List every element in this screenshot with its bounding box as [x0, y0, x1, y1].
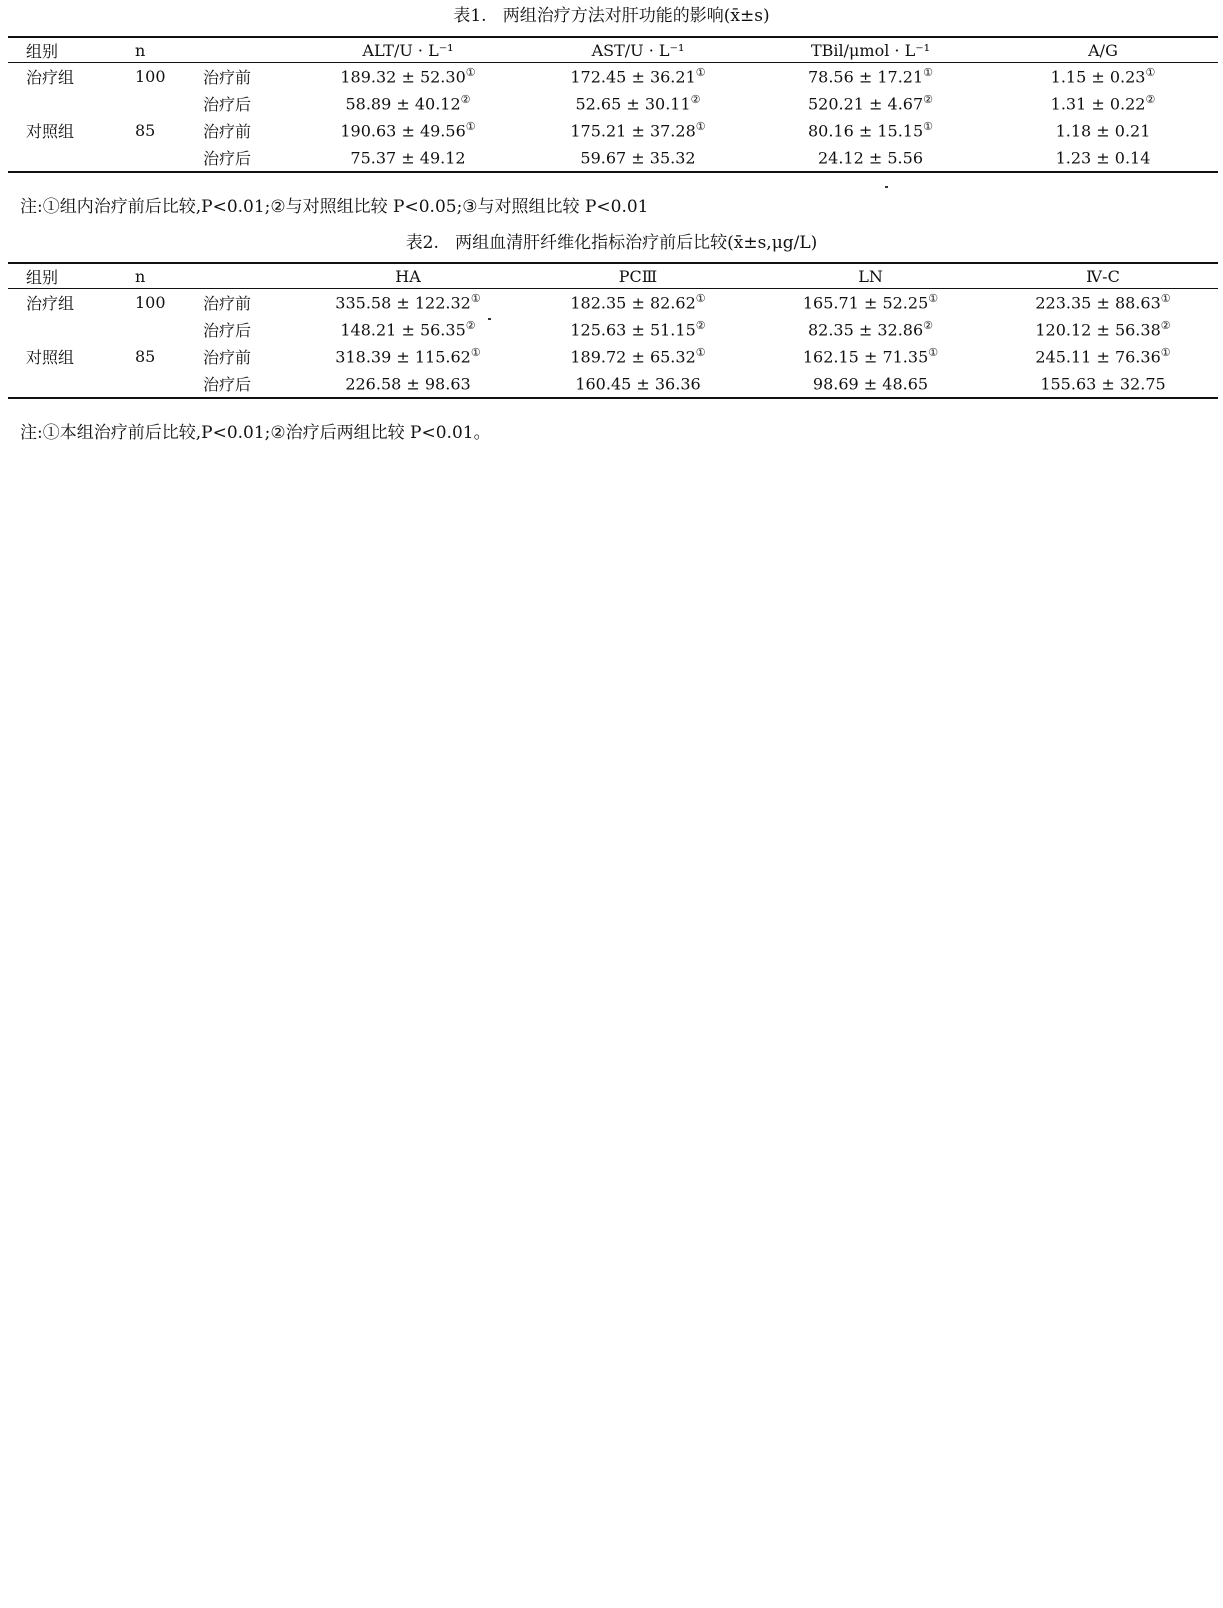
value-text: 148.21 ± 56.35	[340, 320, 466, 340]
value-text: 223.35 ± 88.63	[1035, 293, 1161, 313]
phase-cell: 治疗后	[203, 95, 252, 114]
value-text: 172.45 ± 36.21	[570, 67, 696, 87]
value-text: 162.15 ± 71.35	[802, 347, 929, 367]
value-cell	[523, 343, 753, 370]
n-cell: 85	[135, 121, 156, 140]
group-cell	[8, 370, 123, 398]
table-row	[8, 63, 1218, 91]
table-row	[8, 316, 1218, 343]
group-cell	[8, 90, 123, 117]
n-cell	[123, 370, 203, 398]
marker: ①	[695, 346, 706, 360]
value-cell	[753, 289, 988, 317]
marker: ②	[923, 319, 934, 333]
value-cell	[293, 370, 523, 398]
n-cell: 100	[135, 293, 166, 312]
phase-cell: 治疗前	[203, 122, 252, 141]
value-text: 155.63 ± 32.75	[1040, 374, 1166, 394]
group-cell: 治疗组	[26, 68, 75, 87]
value-text: 80.16 ± 15.15	[807, 121, 924, 141]
value-text: 190.63 ± 49.56	[340, 121, 466, 141]
value-cell	[753, 144, 988, 172]
value-text: 52.65 ± 30.11	[575, 94, 691, 114]
value-cell	[293, 90, 523, 117]
n-cell: 85	[135, 347, 156, 366]
table1-header-group: 组别	[8, 37, 123, 63]
phase-cell: 治疗后	[203, 321, 252, 340]
n-cell	[123, 144, 203, 172]
phase-cell: 治疗前	[203, 68, 252, 87]
table1-header-phase	[203, 37, 293, 63]
table-row	[8, 90, 1218, 117]
table2-header-row	[8, 263, 1218, 289]
value-text: 82.35 ± 32.86	[807, 320, 924, 340]
table1-header-alt: ALT/U · L⁻¹	[293, 37, 523, 63]
marker: ①	[928, 346, 939, 360]
table2-header-ha: HA	[293, 263, 523, 289]
value-cell	[988, 63, 1218, 91]
table-row	[8, 117, 1218, 144]
value-text: 189.72 ± 65.32	[570, 347, 696, 367]
marker: ②	[923, 93, 934, 107]
value-text: 520.21 ± 4.67	[807, 94, 924, 114]
print-speck	[488, 318, 491, 320]
marker: ①	[1145, 66, 1156, 80]
value-cell	[523, 316, 753, 343]
table2-header-iv-c: Ⅳ-C	[988, 263, 1218, 289]
value-cell	[523, 63, 753, 91]
n-cell	[123, 316, 203, 343]
table1-note: 注:①组内治疗前后比较,P<0.01;②与对照组比较 P<0.05;③与对照组比较 P<0.01	[20, 197, 649, 217]
table2-header-phase	[203, 263, 293, 289]
value-cell	[753, 117, 988, 144]
value-cell	[753, 63, 988, 91]
value-cell	[523, 370, 753, 398]
table2	[8, 262, 1218, 399]
value-cell	[988, 144, 1218, 172]
value-text: 1.23 ± 0.14	[1055, 148, 1151, 168]
value-cell	[523, 289, 753, 317]
marker: ②	[695, 319, 706, 333]
print-speck	[885, 186, 888, 188]
table2-header-pc3: PCⅢ	[523, 263, 753, 289]
value-text: 165.71 ± 52.25	[802, 293, 929, 313]
table1	[8, 36, 1218, 173]
value-text: 335.58 ± 122.32	[335, 293, 471, 313]
value-text: 1.18 ± 0.21	[1055, 121, 1151, 141]
value-cell	[988, 316, 1218, 343]
table-row	[8, 289, 1218, 317]
value-text: 78.56 ± 17.21	[807, 67, 924, 87]
marker: ①	[470, 292, 481, 306]
value-text: 98.69 ± 48.65	[812, 374, 929, 394]
value-cell	[293, 316, 523, 343]
value-cell	[523, 144, 753, 172]
value-cell	[988, 90, 1218, 117]
marker: ①	[923, 120, 934, 134]
value-cell	[293, 117, 523, 144]
marker: ①	[465, 120, 476, 134]
marker: ①	[1160, 292, 1171, 306]
group-cell	[8, 316, 123, 343]
value-cell	[753, 316, 988, 343]
n-cell	[123, 90, 203, 117]
table-row	[8, 144, 1218, 172]
marker: ①	[695, 120, 706, 134]
table-row	[8, 343, 1218, 370]
value-text: 59.67 ± 35.32	[580, 148, 696, 168]
marker: ②	[690, 93, 701, 107]
marker: ①	[695, 66, 706, 80]
value-cell	[293, 289, 523, 317]
table1-header-row	[8, 37, 1218, 63]
value-text: 125.63 ± 51.15	[570, 320, 696, 340]
marker: ②	[460, 93, 471, 107]
value-text: 226.58 ± 98.63	[345, 374, 471, 394]
value-cell	[523, 90, 753, 117]
table1-header-n: n	[123, 37, 203, 63]
value-text: 58.89 ± 40.12	[345, 94, 461, 114]
table1-caption: 表1. 两组治疗方法对肝功能的影响(x̄±s)	[453, 6, 770, 26]
table1-header-ast: AST/U · L⁻¹	[523, 37, 753, 63]
table2-caption: 表2. 两组血清肝纤维化指标治疗前后比较(x̄±s,μg/L)	[405, 233, 818, 253]
value-cell	[988, 370, 1218, 398]
value-cell	[753, 90, 988, 117]
marker: ②	[465, 319, 476, 333]
table1-header-ag: A/G	[988, 37, 1218, 63]
value-text: 24.12 ± 5.56	[817, 148, 923, 168]
value-text: 175.21 ± 37.28	[570, 121, 696, 141]
value-text: 75.37 ± 49.12	[350, 148, 466, 168]
value-cell	[753, 343, 988, 370]
value-text: 1.31 ± 0.22	[1050, 94, 1146, 114]
value-text: 189.32 ± 52.30	[340, 67, 466, 87]
value-text: 182.35 ± 82.62	[570, 293, 696, 313]
value-text: 245.11 ± 76.36	[1035, 347, 1161, 367]
group-cell: 对照组	[26, 122, 75, 141]
n-cell: 100	[135, 67, 166, 86]
group-cell	[8, 144, 123, 172]
value-cell	[988, 343, 1218, 370]
marker: ①	[923, 66, 934, 80]
phase-cell: 治疗前	[203, 294, 252, 313]
value-cell	[293, 63, 523, 91]
marker: ①	[470, 346, 481, 360]
marker: ①	[1160, 346, 1171, 360]
marker: ②	[1145, 93, 1156, 107]
value-text: 318.39 ± 115.62	[335, 347, 471, 367]
marker: ①	[465, 66, 476, 80]
table1-header-tbil: TBil/μmol · L⁻¹	[753, 37, 988, 63]
value-cell	[753, 370, 988, 398]
value-cell	[293, 144, 523, 172]
table2-header-ln: LN	[753, 263, 988, 289]
value-cell	[523, 117, 753, 144]
marker: ①	[695, 292, 706, 306]
value-text: 120.12 ± 56.38	[1035, 320, 1161, 340]
marker: ②	[1160, 319, 1171, 333]
value-cell	[293, 343, 523, 370]
value-cell	[988, 117, 1218, 144]
group-cell: 对照组	[26, 348, 75, 367]
table2-header-group: 组别	[8, 263, 123, 289]
marker: ①	[928, 292, 939, 306]
group-cell: 治疗组	[26, 294, 75, 313]
value-text: 1.15 ± 0.23	[1050, 67, 1146, 87]
table-row	[8, 370, 1218, 398]
phase-cell: 治疗后	[203, 149, 252, 168]
table2-note: 注:①本组治疗前后比较,P<0.01;②治疗后两组比较 P<0.01。	[20, 423, 491, 443]
value-cell	[988, 289, 1218, 317]
table2-header-n: n	[123, 263, 203, 289]
value-text: 160.45 ± 36.36	[575, 374, 701, 394]
phase-cell: 治疗后	[203, 375, 252, 394]
phase-cell: 治疗前	[203, 348, 252, 367]
